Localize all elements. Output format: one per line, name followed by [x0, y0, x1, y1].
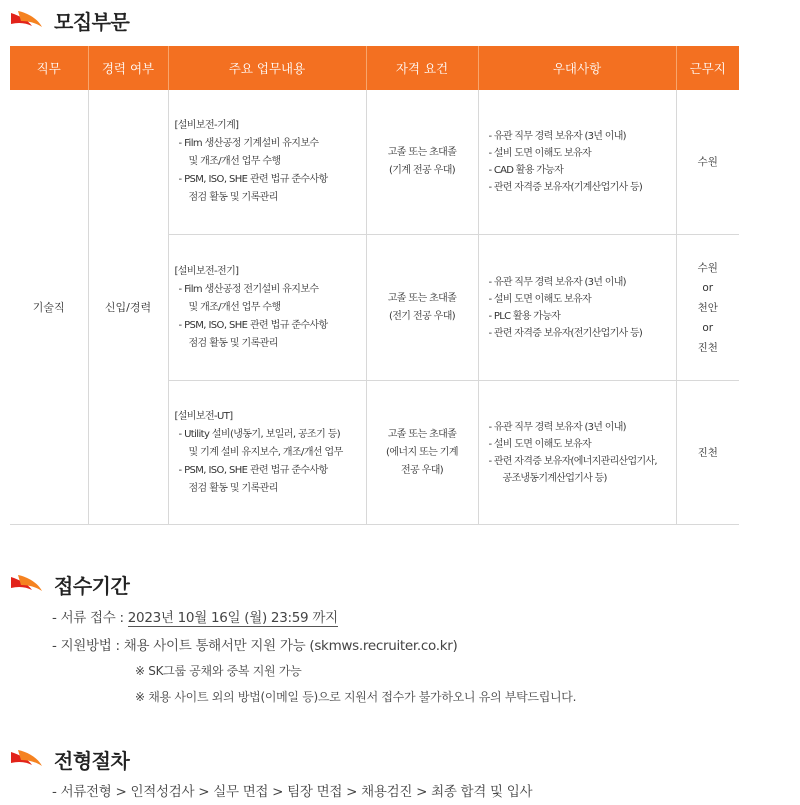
- preference-cell: [478, 90, 676, 235]
- preference-line: - 관련 자격증 보유자(기계산업기사 등): [488, 182, 643, 193]
- period-title: 접수기간: [54, 574, 130, 598]
- preference-line: - 관련 자격증 보유자(전기산업기사 등): [488, 327, 643, 339]
- duty-line: - Film 생산공정 전기설비 유지보수: [178, 283, 319, 295]
- doc-deadline-value: 2023년 10월 16일 (월) 23:59 까지: [127, 610, 338, 626]
- apply-method: - 지원방법 : 채용 사이트 통해서만 지원 가능 (skmws.recruiter.co.kr): [52, 638, 458, 654]
- header-preference: 우대사항: [478, 46, 676, 90]
- preference-cell: [478, 381, 676, 525]
- duty-line: 및 기계 설비 유지보수, 개조/개선 업무: [188, 446, 343, 458]
- location-cell: [676, 90, 739, 235]
- duty-line: 및 개조/개선 업무 수행: [188, 301, 281, 313]
- location-cell: [676, 381, 739, 525]
- requirement-line: 고졸 또는 초대졸: [387, 147, 457, 158]
- location-line: or: [702, 281, 714, 294]
- sk-logo-icon: [10, 749, 44, 771]
- duty-title: [설비보전-전기]: [174, 265, 239, 277]
- table-header-row: [10, 46, 739, 90]
- duty-line: - PSM, ISO, SHE 관련 법규 준수사항: [178, 464, 328, 476]
- duty-cell: [168, 235, 366, 381]
- requirement-line: 고졸 또는 초대졸: [387, 428, 457, 440]
- preference-line: - 설비 도면 이해도 보유자: [488, 438, 591, 450]
- location-line: 진천: [697, 341, 718, 354]
- preference-line: - CAD 활용 가능자: [488, 165, 564, 176]
- header-duty: 주요 업무내용: [168, 46, 366, 90]
- preference-line: - PLC 활용 가능자: [488, 310, 561, 322]
- preference-line: - 설비 도면 이해도 보유자: [488, 293, 591, 305]
- preference-line: 공조냉동기계산업기사 등): [502, 472, 607, 484]
- process-title: 전형절차: [54, 749, 130, 773]
- requirement-line: (전기 전공 우대): [388, 310, 456, 322]
- location-line: 진천: [697, 446, 718, 459]
- doc-deadline: [52, 606, 338, 626]
- doc-deadline-label: - 서류 접수 :: [52, 610, 128, 626]
- requirement-cell: [366, 235, 478, 381]
- location-line: or: [702, 321, 714, 334]
- career-cell: 신입/경력: [88, 90, 168, 525]
- header-job: 직무: [10, 46, 88, 90]
- job-cell: 기술직: [10, 90, 88, 525]
- requirement-line: (기계 전공 우대): [388, 165, 456, 176]
- location-line: 천안: [697, 301, 718, 314]
- note-email: ※ 채용 사이트 외의 방법(이메일 등)으로 지원서 접수가 불가하오니 유의 부탁드립니다.: [135, 690, 577, 704]
- sk-logo-icon: [10, 574, 44, 596]
- duty-line: 점검 활동 및 기록관리: [188, 337, 278, 349]
- duty-line: 및 개조/개선 업무 수행: [188, 156, 281, 167]
- location-line: 수원: [697, 156, 718, 168]
- table-row: [10, 90, 739, 235]
- sk-logo-icon: [10, 10, 44, 32]
- location-cell: [676, 235, 739, 381]
- preference-line: - 유관 직무 경력 보유자 (3년 이내): [488, 131, 626, 142]
- duty-line: 점검 활동 및 기록관리: [188, 482, 278, 494]
- recruit-table: [10, 46, 739, 525]
- header-career: 경력 여부: [88, 46, 168, 90]
- location-line: 수원: [697, 261, 718, 274]
- duty-title: [설비보전-기계]: [174, 120, 239, 131]
- preference-line: - 유관 직무 경력 보유자 (3년 이내): [488, 276, 626, 288]
- preference-line: - 설비 도면 이해도 보유자: [488, 148, 591, 159]
- process-steps: - 서류전형 > 인적성검사 > 실무 면접 > 팀장 면접 > 채용검진 > 최종 합격 및 입사: [52, 784, 533, 800]
- duty-line: - Utility 설비(냉동기, 보일러, 공조기 등): [178, 428, 341, 440]
- preference-cell: [478, 235, 676, 381]
- requirement-cell: [366, 381, 478, 525]
- duty-line: 점검 활동 및 기록관리: [188, 192, 278, 203]
- requirement-line: 고졸 또는 초대졸: [387, 292, 457, 304]
- preference-line: - 관련 자격증 보유자(에너지관리산업기사,: [488, 455, 657, 467]
- duty-line: - PSM, ISO, SHE 관련 법규 준수사항: [178, 174, 328, 185]
- duty-line: - PSM, ISO, SHE 관련 법규 준수사항: [178, 319, 328, 331]
- duty-title: [설비보전-UT]: [174, 410, 233, 422]
- note-duplicate: ※ SK그룹 공채와 중복 지원 가능: [135, 664, 302, 678]
- duty-line: - Film 생산공정 기계설비 유지보수: [178, 138, 319, 149]
- header-requirement: 자격 요건: [366, 46, 478, 90]
- process-section-title: [10, 745, 129, 774]
- period-section-title: [10, 570, 129, 599]
- requirement-cell: [366, 90, 478, 235]
- requirement-line: (에너지 또는 기계: [386, 446, 458, 458]
- duty-cell: [168, 90, 366, 235]
- preference-line: - 유관 직무 경력 보유자 (3년 이내): [488, 421, 626, 433]
- header-location: 근무지: [676, 46, 739, 90]
- requirement-line: 전공 우대): [400, 464, 444, 476]
- recruit-title: 모집부문: [54, 10, 130, 34]
- duty-cell: [168, 381, 366, 525]
- recruit-section-title: [10, 6, 129, 35]
